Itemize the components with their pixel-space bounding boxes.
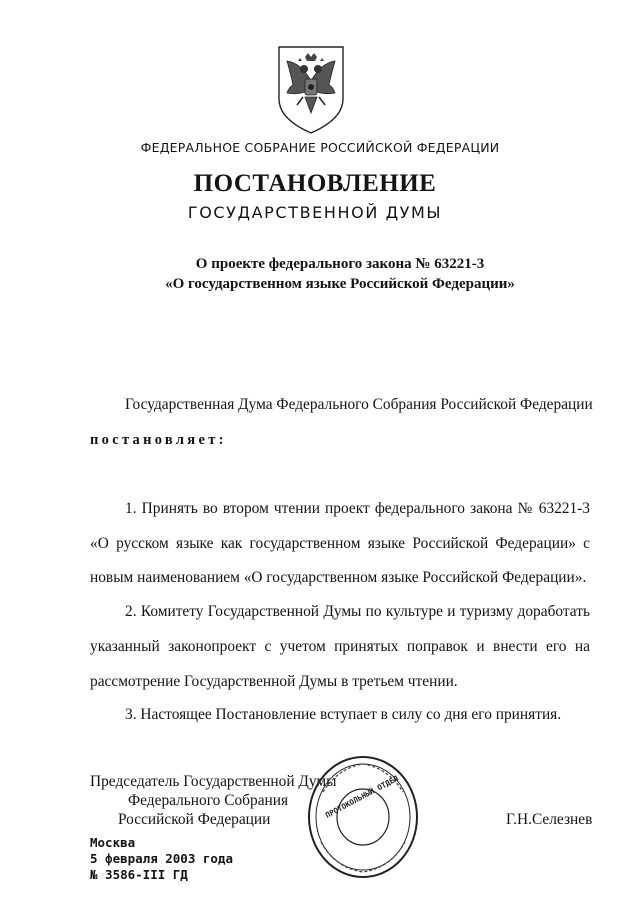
org-name: ФЕДЕРАЛЬНОЕ СОБРАНИЕ РОССИЙСКОЙ ФЕДЕРАЦИИ [140,140,500,155]
item-3-line-1: 3. Настоящее Постановление вступает в силу со дня его принятия. [125,706,562,723]
coat-of-arms-emblem [271,41,351,139]
round-stamp [303,752,423,882]
document-type-title: ПОСТАНОВЛЕНИЕ [193,170,437,197]
issuing-body: ГОСУДАРСТВЕННОЙ ДУМЫ [187,203,443,222]
signatory-title-line-1: Председатель Государственной Думы [90,773,337,790]
item-1-line-2: «О русском языке как государственном языке Российской Федерации» с [90,535,590,552]
item-1-line-1: 1. Принять во втором чтении проект федерального закона № 63221-3 [125,500,590,517]
item-2-line-2: указанный законопроект с учетом принятых поправок и внести его на [90,638,590,655]
signatory-title-line-2: Федерального Собрания [128,792,289,809]
document-date: 5 февраля 2003 года [90,851,233,866]
city: Москва [90,835,136,850]
subject-line-1: О проекте федерального закона № 63221-3 [195,256,485,272]
stamp-text: ПРОТОКОЛЬНЫЙ ОТДЕЛ [323,773,400,820]
signatory-name: Г.Н.Селезнев [506,811,593,828]
item-2-line-3: рассмотрение Государственной Думы в третьем чтении. [90,673,458,690]
resolves-word: постановляет: [90,432,227,448]
preamble-text: Государственная Дума Федерального Собрания Российской Федерации [125,396,593,413]
item-1-line-3: новым наименованием «О государственном языке Российской Федерации». [90,569,587,586]
signatory-title-line-3: Российской Федерации [118,811,271,828]
document-number: № 3586-III ГД [90,867,188,882]
item-2-line-1: 2. Комитету Государственной Думы по культуре и туризму доработать [125,603,590,620]
subject-line-2: «О государственном языке Российской Федерации» [165,276,515,292]
